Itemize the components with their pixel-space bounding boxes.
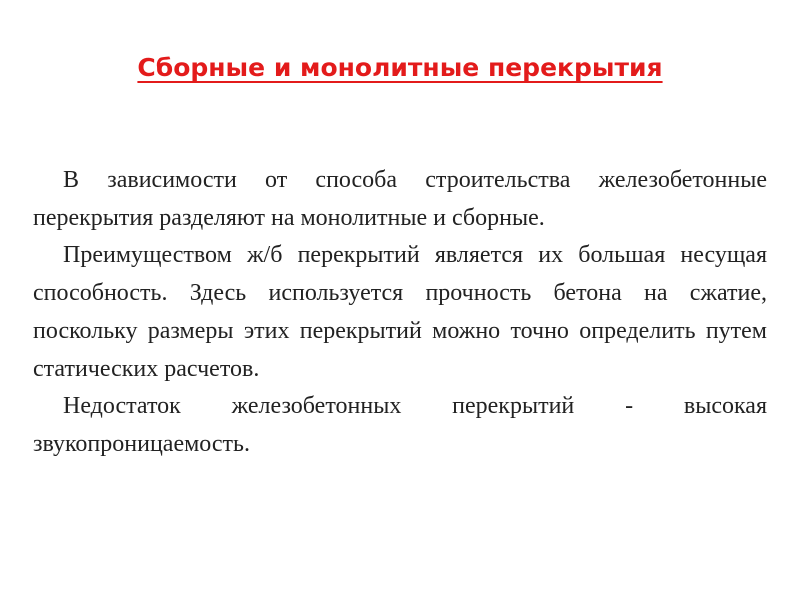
slide-title-text: Сборные и монолитные перекрытия	[137, 53, 663, 82]
paragraph-advantage: Преимуществом ж/б перекрытий является их большая несущая способность. Здесь используется прочность бетона на сжатие, поскольку размеры этих перекрытий можно точно определить путем статических расчетов.	[33, 242, 767, 382]
slide-body	[33, 162, 767, 464]
slide-title	[0, 48, 800, 88]
paragraph-disadvantage: Недостаток железобетонных перекрытий - высокая звукопроницаемость.	[33, 393, 767, 457]
paragraph-construction-method: В зависимости от способа строительства железобетонные перекрытия разделяют на монолитные и сборные.	[33, 167, 767, 231]
